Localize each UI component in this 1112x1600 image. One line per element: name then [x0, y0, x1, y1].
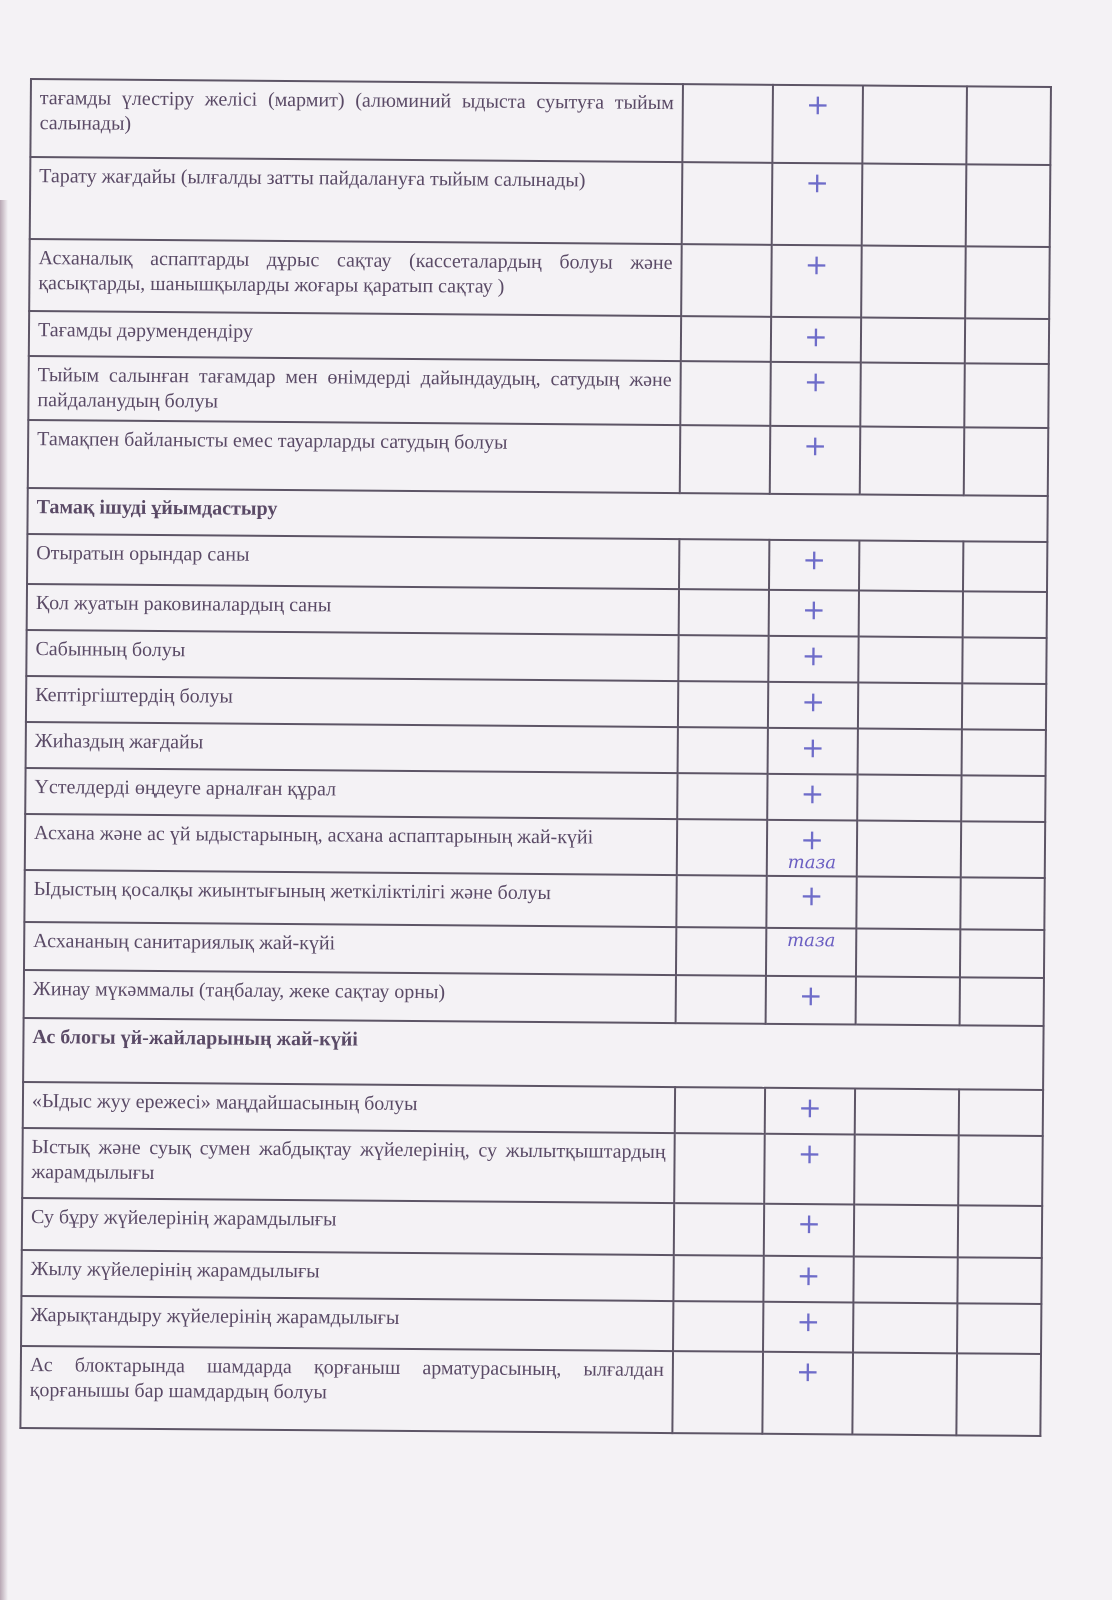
criterion-label: Жарықтандыру жүйелерінің жарамдылығы [21, 1296, 673, 1351]
checklist-row [21, 1296, 1041, 1354]
empty-cell [678, 727, 768, 774]
checklist-row [20, 1346, 1041, 1436]
criterion-label: тағамды үлестіру желісі (мармит) (алюминий ыдыста суытуға тыйым салынады) [30, 79, 683, 162]
checklist-row [30, 157, 1051, 247]
empty-cell [859, 591, 963, 638]
handwritten-mark-cell [765, 1088, 855, 1135]
criterion-label: Су бұру жүйелерінің жарамдылығы [22, 1198, 674, 1255]
handwritten-plus-mark: + [800, 823, 824, 857]
handwritten-plus-mark: + [800, 777, 825, 811]
empty-cell [682, 84, 773, 163]
handwritten-plus-mark: + [802, 543, 827, 577]
handwritten-mark-cell [772, 163, 863, 246]
empty-cell [679, 539, 769, 590]
empty-cell [678, 681, 768, 728]
empty-cell [681, 316, 771, 362]
handwritten-mark-cell [764, 1134, 855, 1205]
checklist-row [24, 870, 1044, 930]
empty-cell [673, 1301, 763, 1352]
empty-cell [956, 1353, 1041, 1436]
criterion-label: Асхананың санитариялық жай-күйі [24, 922, 676, 975]
criterion-label: Қол жуатын раковиналардың саны [27, 584, 679, 635]
empty-cell [852, 1353, 957, 1436]
page-edge-shadow [0, 200, 8, 1600]
handwritten-mark-cell [769, 590, 859, 637]
empty-cell [960, 929, 1044, 978]
criterion-label: Тағамды дәрумендендіру [29, 311, 681, 361]
empty-cell [964, 427, 1049, 496]
empty-cell [963, 541, 1047, 592]
handwritten-mark-cell [767, 774, 857, 821]
empty-cell [963, 591, 1047, 638]
checklist-table [19, 78, 1052, 1437]
inspection-checklist-sheet [19, 78, 1074, 1437]
empty-cell [958, 1205, 1042, 1258]
criterion-label: Ыстық және суық сумен жабдықтау жүйелерінің, су жылытқыштардың жарамдылығы [22, 1128, 675, 1203]
empty-cell [678, 635, 768, 682]
empty-cell [680, 425, 771, 494]
handwritten-mark-cell [772, 85, 863, 164]
checklist-row [26, 630, 1046, 684]
empty-cell [964, 363, 1049, 428]
empty-cell [854, 1205, 958, 1258]
empty-cell [959, 1089, 1043, 1136]
handwritten-plus-mark: + [805, 166, 830, 200]
checklist-row [27, 584, 1047, 638]
empty-cell [965, 318, 1049, 364]
empty-cell [853, 1257, 957, 1304]
criterion-label: Жиһаздың жағдайы [26, 722, 678, 773]
handwritten-plus-mark: + [799, 879, 824, 913]
checklist-row [29, 311, 1049, 364]
checklist-rows [20, 79, 1051, 1436]
handwritten-mark-cell [767, 820, 857, 877]
empty-cell [676, 975, 766, 1024]
empty-cell [676, 927, 766, 976]
empty-cell [854, 1135, 959, 1206]
handwritten-plus-mark: + [797, 1207, 821, 1241]
handwritten-note: таза [787, 851, 837, 874]
empty-cell [858, 683, 962, 730]
section-title: Ас блогы үй-жайларының жай-күйі [23, 1018, 1043, 1090]
handwritten-mark-cell [766, 876, 856, 929]
criterion-label: Асхана және ас үй ыдыстарының, асхана аспаптарының жай-күйі [25, 814, 677, 875]
handwritten-mark-cell [768, 728, 858, 775]
empty-cell [860, 363, 964, 428]
criterion-label: Асханалық аспаптарды дұрыс сақтау (кассеталардың болуы және қасықтарды, шанышқыларды жоғары қаратып сақтау ) [29, 239, 682, 316]
checklist-row [28, 420, 1049, 496]
empty-cell [673, 1255, 763, 1302]
criterion-label: Сабынның болуы [26, 630, 678, 681]
criterion-label: Тамақпен байланысты емес тауарларды сатудың болуы [28, 420, 681, 493]
empty-cell [676, 875, 766, 928]
handwritten-mark-cell [770, 426, 861, 495]
checklist-row [30, 79, 1051, 165]
handwritten-mark-cell [768, 682, 858, 729]
handwritten-mark-cell [766, 928, 856, 977]
empty-cell [857, 775, 961, 822]
checklist-row [21, 1250, 1041, 1304]
handwritten-plus-mark: + [805, 88, 830, 122]
handwritten-mark-cell [763, 1256, 853, 1303]
empty-cell [857, 821, 961, 878]
criterion-label: Ыдыстың қосалқы жиынтығының жеткіліктілігі және болуы [24, 870, 676, 927]
empty-cell [961, 775, 1045, 822]
handwritten-plus-mark: + [798, 1091, 822, 1125]
empty-cell [960, 877, 1044, 930]
empty-cell [958, 1135, 1043, 1206]
checklist-row [24, 922, 1044, 978]
handwritten-mark-cell [766, 976, 856, 1025]
empty-cell [853, 1303, 957, 1354]
checklist-row [25, 814, 1045, 878]
handwritten-plus-mark: + [797, 1137, 822, 1171]
empty-cell [672, 1351, 763, 1434]
empty-cell [679, 589, 769, 636]
criterion-label: Тыйым салынған тағамдар мен өнімдерді дайындаудың, сатудың және пайдаланудың болуы [28, 356, 680, 425]
criterion-label: Ас блоктарында шамдарда қорғаныш арматурасының, ылғалдан қорғанышы бар шамдардың болуы [20, 1346, 673, 1433]
criterion-label: Тарату жағдайы (ылғалды затты пайдалануға тыйым салынады) [30, 157, 683, 244]
criterion-label: Отыратын орындар саны [27, 534, 679, 589]
criterion-label: Кептіргіштердің болуы [26, 676, 678, 727]
empty-cell [861, 246, 966, 319]
empty-cell [966, 164, 1051, 247]
handwritten-plus-mark: + [804, 320, 828, 354]
checklist-row [22, 1198, 1042, 1258]
criterion-label: Жинау мүкәммалы (таңбалау, жеке сақтау орны) [24, 970, 676, 1023]
empty-cell [682, 162, 773, 245]
empty-cell [680, 361, 770, 426]
criterion-label: Үстелдерді өңдеуге арналған құрал [25, 768, 677, 819]
empty-cell [677, 819, 767, 876]
handwritten-mark-cell [771, 317, 861, 363]
checklist-row [26, 676, 1046, 730]
handwritten-plus-mark: + [801, 639, 826, 673]
handwritten-plus-mark: + [804, 248, 829, 282]
empty-cell [856, 929, 960, 978]
empty-cell [681, 244, 772, 317]
handwritten-mark-cell [769, 540, 859, 591]
empty-cell [858, 637, 962, 684]
handwritten-plus-mark: + [800, 731, 825, 765]
empty-cell [856, 977, 960, 1026]
checklist-row [23, 1082, 1043, 1136]
empty-cell [674, 1133, 765, 1204]
handwritten-mark-cell [763, 1302, 853, 1353]
checklist-row [29, 239, 1050, 319]
empty-cell [957, 1303, 1041, 1354]
handwritten-mark-cell [770, 362, 860, 427]
handwritten-plus-mark: + [803, 365, 828, 399]
empty-cell [961, 821, 1045, 878]
empty-cell [856, 877, 960, 930]
empty-cell [960, 977, 1044, 1026]
empty-cell [962, 637, 1046, 684]
empty-cell [674, 1203, 764, 1256]
handwritten-plus-mark: + [801, 685, 825, 719]
handwritten-note: таза [786, 929, 836, 952]
empty-cell [675, 1087, 765, 1134]
section-header-row [23, 1018, 1043, 1090]
handwritten-plus-mark: + [803, 429, 828, 463]
empty-cell [677, 773, 767, 820]
criterion-label: Жылу жүйелерінің жарамдылығы [21, 1250, 673, 1301]
handwritten-plus-mark: + [796, 1305, 821, 1339]
section-header-row [27, 488, 1047, 542]
checklist-row [25, 768, 1045, 822]
checklist-row [26, 722, 1046, 776]
handwritten-plus-mark: + [801, 593, 826, 627]
checklist-row [24, 970, 1044, 1026]
handwritten-plus-mark: + [796, 1355, 820, 1389]
empty-cell [862, 86, 967, 165]
handwritten-plus-mark: + [798, 979, 823, 1013]
handwritten-plus-mark: + [796, 1259, 821, 1293]
empty-cell [858, 729, 962, 776]
empty-cell [862, 164, 967, 247]
empty-cell [855, 1089, 959, 1136]
criterion-label: «Ыдыс жуу ережесі» маңдайшасының болуы [23, 1082, 675, 1133]
empty-cell [962, 729, 1046, 776]
empty-cell [966, 86, 1051, 165]
section-title: Тамақ ішуді ұйымдастыру [27, 488, 1047, 542]
checklist-row [22, 1128, 1043, 1206]
handwritten-mark-cell [762, 1352, 853, 1435]
checklist-row [27, 534, 1047, 592]
handwritten-mark-cell [764, 1204, 854, 1257]
empty-cell [957, 1257, 1041, 1304]
handwritten-mark-cell [768, 636, 858, 683]
empty-cell [962, 683, 1046, 730]
checklist-row [28, 356, 1048, 428]
empty-cell [861, 318, 965, 364]
empty-cell [965, 246, 1050, 319]
empty-cell [859, 541, 963, 592]
handwritten-mark-cell [771, 245, 862, 318]
empty-cell [860, 427, 965, 496]
